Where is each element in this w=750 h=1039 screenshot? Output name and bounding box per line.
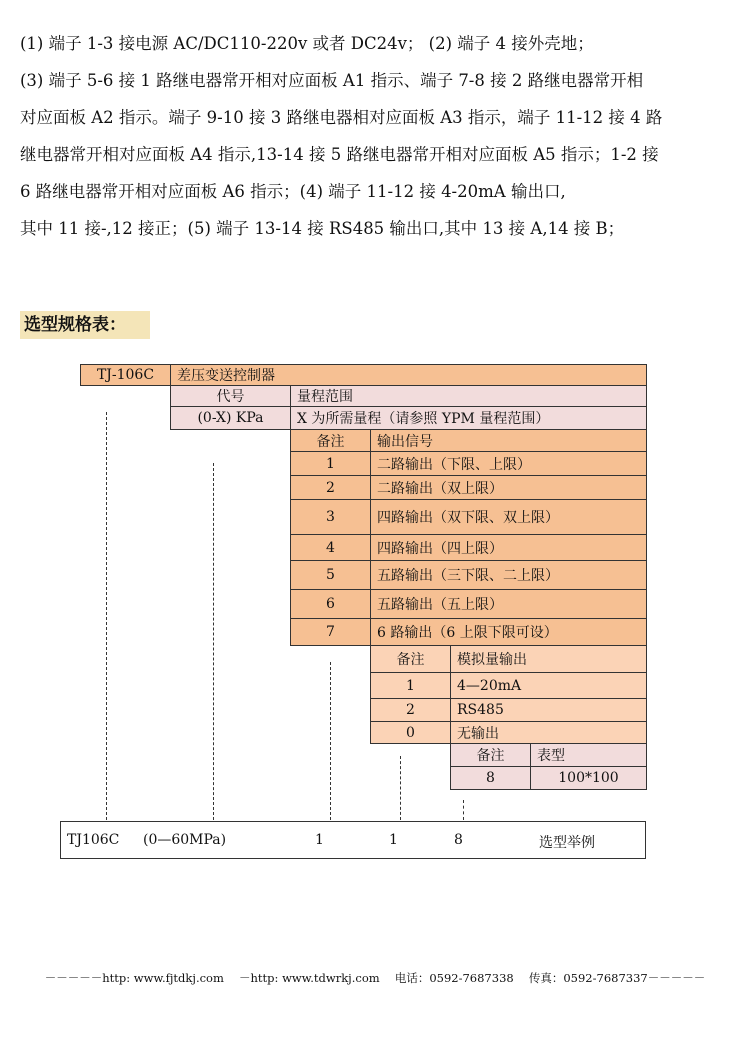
meter-desc-cell: 100*100 — [530, 766, 647, 790]
example-range: (0—60MPa) — [143, 832, 227, 848]
output-desc-cell: 五路输出（五上限） — [370, 589, 647, 619]
range-desc-header: 量程范围 — [290, 385, 647, 407]
range-code-header: 代号 — [170, 385, 291, 407]
range-connector-line — [213, 463, 214, 820]
meter-desc-header: 表型 — [530, 743, 647, 767]
output-code-cell: 3 — [290, 499, 371, 535]
model-connector-line — [106, 412, 107, 820]
output-desc-cell: 二路输出（双上限） — [370, 475, 647, 500]
output-code-cell: 7 — [290, 618, 371, 646]
wiring-line-2: (3) 端子 5-6 接 1 路继电器常开相对应面板 A1 指示、端子 7-8 接 2 路继电器常开相 — [20, 71, 644, 90]
output-desc-cell: 五路输出（三下限、二上限） — [370, 560, 647, 590]
output-desc-cell: 四路输出（双下限、双上限） — [370, 499, 647, 535]
selection-example — [60, 821, 646, 859]
output-code-cell: 1 — [290, 451, 371, 476]
output-code-cell: 6 — [290, 589, 371, 619]
output-desc-cell: 6 路输出（6 上限下限可设） — [370, 618, 647, 646]
meter-code-header: 备注 — [450, 743, 531, 767]
meter-connector-line — [463, 800, 464, 820]
analog-desc-cell: RS485 — [450, 698, 647, 722]
output-connector-line — [330, 662, 331, 820]
output-desc-header: 输出信号 — [370, 429, 647, 452]
analog-connector-line — [400, 756, 401, 820]
analog-code-header: 备注 — [370, 645, 451, 673]
section-title: 选型规格表： — [20, 311, 150, 339]
range-desc-cell: X 为所需量程（请参照 YPM 量程范围） — [290, 406, 647, 430]
analog-desc-header: 模拟量输出 — [450, 645, 647, 673]
wiring-line-6: 其中 11 接-,12 接正；(5) 端子 13-14 接 RS485 输出口,其中 13 接 A,14 接 B； — [20, 219, 625, 238]
example-meter: 8 — [454, 832, 463, 848]
analog-code-cell: 0 — [370, 721, 451, 744]
wiring-line-5: 6 路继电器常开相对应面板 A6 指示；(4) 端子 11-12 接 4-20mA 输出口, — [20, 182, 566, 201]
output-code-header: 备注 — [290, 429, 371, 452]
model-desc-cell: 差压变送控制器 — [170, 364, 647, 386]
meter-code-cell: 8 — [450, 766, 531, 790]
output-desc-cell: 四路输出（四上限） — [370, 534, 647, 561]
wiring-line-4: 继电器常开相对应面板 A4 指示,13-14 接 5 路继电器常开相对应面板 A5 指示；1-2 接 — [20, 145, 659, 164]
example-label: 选型举例 — [539, 835, 595, 851]
example-analog: 1 — [389, 832, 398, 848]
output-code-cell: 5 — [290, 560, 371, 590]
wiring-line-1: (1) 端子 1-3 接电源 AC/DC110-220v 或者 DC24v； (2) 端子 4 接外壳地； — [20, 34, 594, 53]
analog-code-cell: 2 — [370, 698, 451, 722]
analog-desc-cell: 无输出 — [450, 721, 647, 744]
analog-code-cell: 1 — [370, 672, 451, 699]
wiring-description — [20, 29, 732, 244]
output-code-cell: 4 — [290, 534, 371, 561]
output-desc-cell: 二路输出（下限、上限） — [370, 451, 647, 476]
range-code-cell: (0-X) KPa — [170, 406, 291, 430]
output-code-cell: 2 — [290, 475, 371, 500]
footer-contact: －－－－－http: www.fjtdkj.com －http: www.tdwrkj.com 电话：0592-7687338 传真：0592-7687337－－－－－ — [44, 971, 706, 985]
example-output: 1 — [315, 832, 324, 848]
example-model: TJ106C — [67, 832, 120, 848]
analog-desc-cell: 4—20mA — [450, 672, 647, 699]
model-cell: TJ-106C — [80, 364, 171, 386]
wiring-line-3: 对应面板 A2 指示。端子 9-10 接 3 路继电器相对应面板 A3 指示，端子 11-12 接 4 路 — [20, 108, 663, 127]
